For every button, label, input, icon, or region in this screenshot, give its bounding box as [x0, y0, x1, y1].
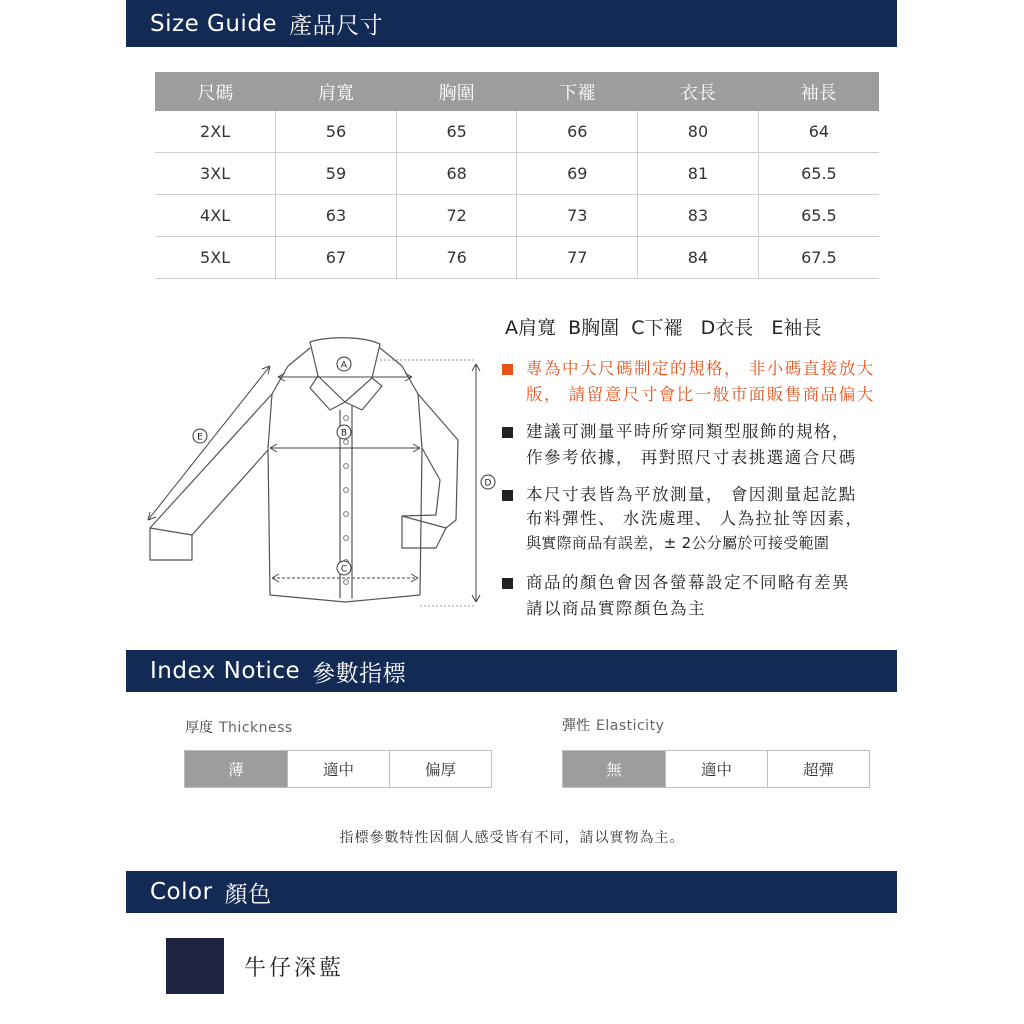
table-row — [155, 111, 879, 153]
size-col-header: 胸圍 — [396, 72, 517, 111]
elasticity-option-medium: 適中 — [665, 751, 767, 787]
size-cell: 65.5 — [758, 195, 879, 237]
elasticity-label-en: Elasticity — [596, 718, 665, 734]
size-cell: 64 — [758, 111, 879, 153]
note-line: 作參考依據， 再對照尺寸表挑選適合尺碼 — [526, 448, 857, 467]
size-cell: 68 — [396, 153, 517, 195]
size-cell: 84 — [638, 237, 759, 279]
color-title-en: Color — [150, 879, 213, 905]
right-sleeve-outline — [418, 394, 458, 528]
size-cell: 81 — [638, 153, 759, 195]
thickness-label-en: Thickness — [219, 720, 293, 736]
size-cell: 80 — [638, 111, 759, 153]
size-cell: 77 — [517, 237, 638, 279]
size-guide-title-zh: 產品尺寸 — [289, 13, 384, 39]
size-cell: 83 — [638, 195, 759, 237]
table-row — [155, 237, 879, 279]
size-col-header: 尺碼 — [155, 72, 276, 111]
size-cell: 65 — [396, 111, 517, 153]
marker-d — [481, 475, 495, 489]
note-line: 建議可測量平時所穿同類型服飾的規格， — [526, 422, 850, 441]
svg-text:C: C — [340, 564, 348, 575]
marker-a — [337, 357, 351, 371]
size-cell: 59 — [276, 153, 397, 195]
bullet-square-icon — [502, 490, 513, 501]
left-sleeve-outline — [150, 394, 272, 560]
elasticity-option-none: 無 — [563, 751, 665, 787]
svg-text:E: E — [197, 432, 203, 443]
size-cell: 5XL — [155, 237, 276, 279]
thickness-label — [185, 717, 293, 737]
size-cell: 66 — [517, 111, 638, 153]
bullet-square-icon — [502, 578, 513, 589]
size-cell: 76 — [396, 237, 517, 279]
thickness-option-thin: 薄 — [185, 751, 287, 787]
svg-text:D: D — [484, 478, 492, 489]
size-table — [155, 72, 879, 279]
table-row — [155, 153, 879, 195]
size-cell: 4XL — [155, 195, 276, 237]
note-line: 與實際商品有誤差，± 2公分屬於可接受範圍 — [526, 534, 830, 552]
color-header — [126, 871, 897, 913]
index-title-en: Index Notice — [150, 658, 301, 684]
size-cell: 63 — [276, 195, 397, 237]
note-line: 請以商品實際顏色為主 — [526, 599, 706, 618]
note-line: 布料彈性、 水洗處理、 人為拉扯等因素， — [526, 509, 864, 528]
elasticity-label-zh: 彈性 — [562, 718, 590, 734]
size-cell: 2XL — [155, 111, 276, 153]
svg-text:B: B — [340, 428, 348, 439]
measurement-legend: A肩寬 B胸圍 C下襬 D衣長 E袖長 — [505, 317, 822, 339]
bullet-square-icon — [502, 364, 513, 375]
elasticity-option-super: 超彈 — [767, 751, 869, 787]
size-cell: 67.5 — [758, 237, 879, 279]
size-col-header: 肩寬 — [276, 72, 397, 111]
size-col-header: 衣長 — [638, 72, 759, 111]
note-line: 專為中大尺碼制定的規格， 非小碼直接放大 — [526, 359, 875, 378]
color-title-zh: 顏色 — [224, 881, 272, 908]
note-line: 版， 請留意尺寸會比一般市面販售商品偏大 — [526, 385, 875, 404]
table-row — [155, 195, 879, 237]
thickness-scale — [184, 750, 492, 788]
marker-b — [337, 425, 351, 439]
bullet-square-icon — [502, 427, 513, 438]
size-cell: 65.5 — [758, 153, 879, 195]
thickness-option-medium: 適中 — [287, 751, 389, 787]
shirt-right-outline — [345, 348, 422, 602]
size-cell: 69 — [517, 153, 638, 195]
size-guide-title-en: Size Guide — [150, 10, 278, 37]
color-name: 牛仔深藍 — [244, 956, 345, 981]
size-guide-header — [126, 0, 897, 47]
index-disclaimer: 指標參數特性因個人感受皆有不同，請以實物為主。 — [339, 830, 685, 846]
svg-text:A: A — [340, 360, 348, 371]
shirt-left-outline — [268, 348, 348, 602]
sleeve-measure-line — [148, 366, 270, 520]
color-swatch — [166, 938, 224, 994]
elasticity-scale — [562, 750, 870, 788]
note-line: 本尺寸表皆為平放測量， 會因測量起訖點 — [526, 485, 857, 504]
thickness-label-zh: 厚度 — [185, 720, 213, 736]
size-cell: 3XL — [155, 153, 276, 195]
size-cell: 73 — [517, 195, 638, 237]
marker-e — [193, 429, 207, 443]
size-table-header-row — [155, 72, 879, 111]
size-cell: 67 — [276, 237, 397, 279]
size-cell: 56 — [276, 111, 397, 153]
elasticity-label — [562, 715, 664, 735]
size-col-header: 袖長 — [758, 72, 879, 111]
size-cell: 72 — [396, 195, 517, 237]
index-title-zh: 參數指標 — [312, 660, 407, 687]
size-col-header: 下襬 — [517, 72, 638, 111]
marker-c — [337, 561, 351, 575]
thickness-option-thick: 偏厚 — [389, 751, 491, 787]
shirt-measurement-diagram — [140, 330, 490, 620]
index-notice-header — [126, 650, 897, 692]
note-line: 商品的顏色會因各螢幕設定不同略有差異 — [526, 573, 850, 592]
